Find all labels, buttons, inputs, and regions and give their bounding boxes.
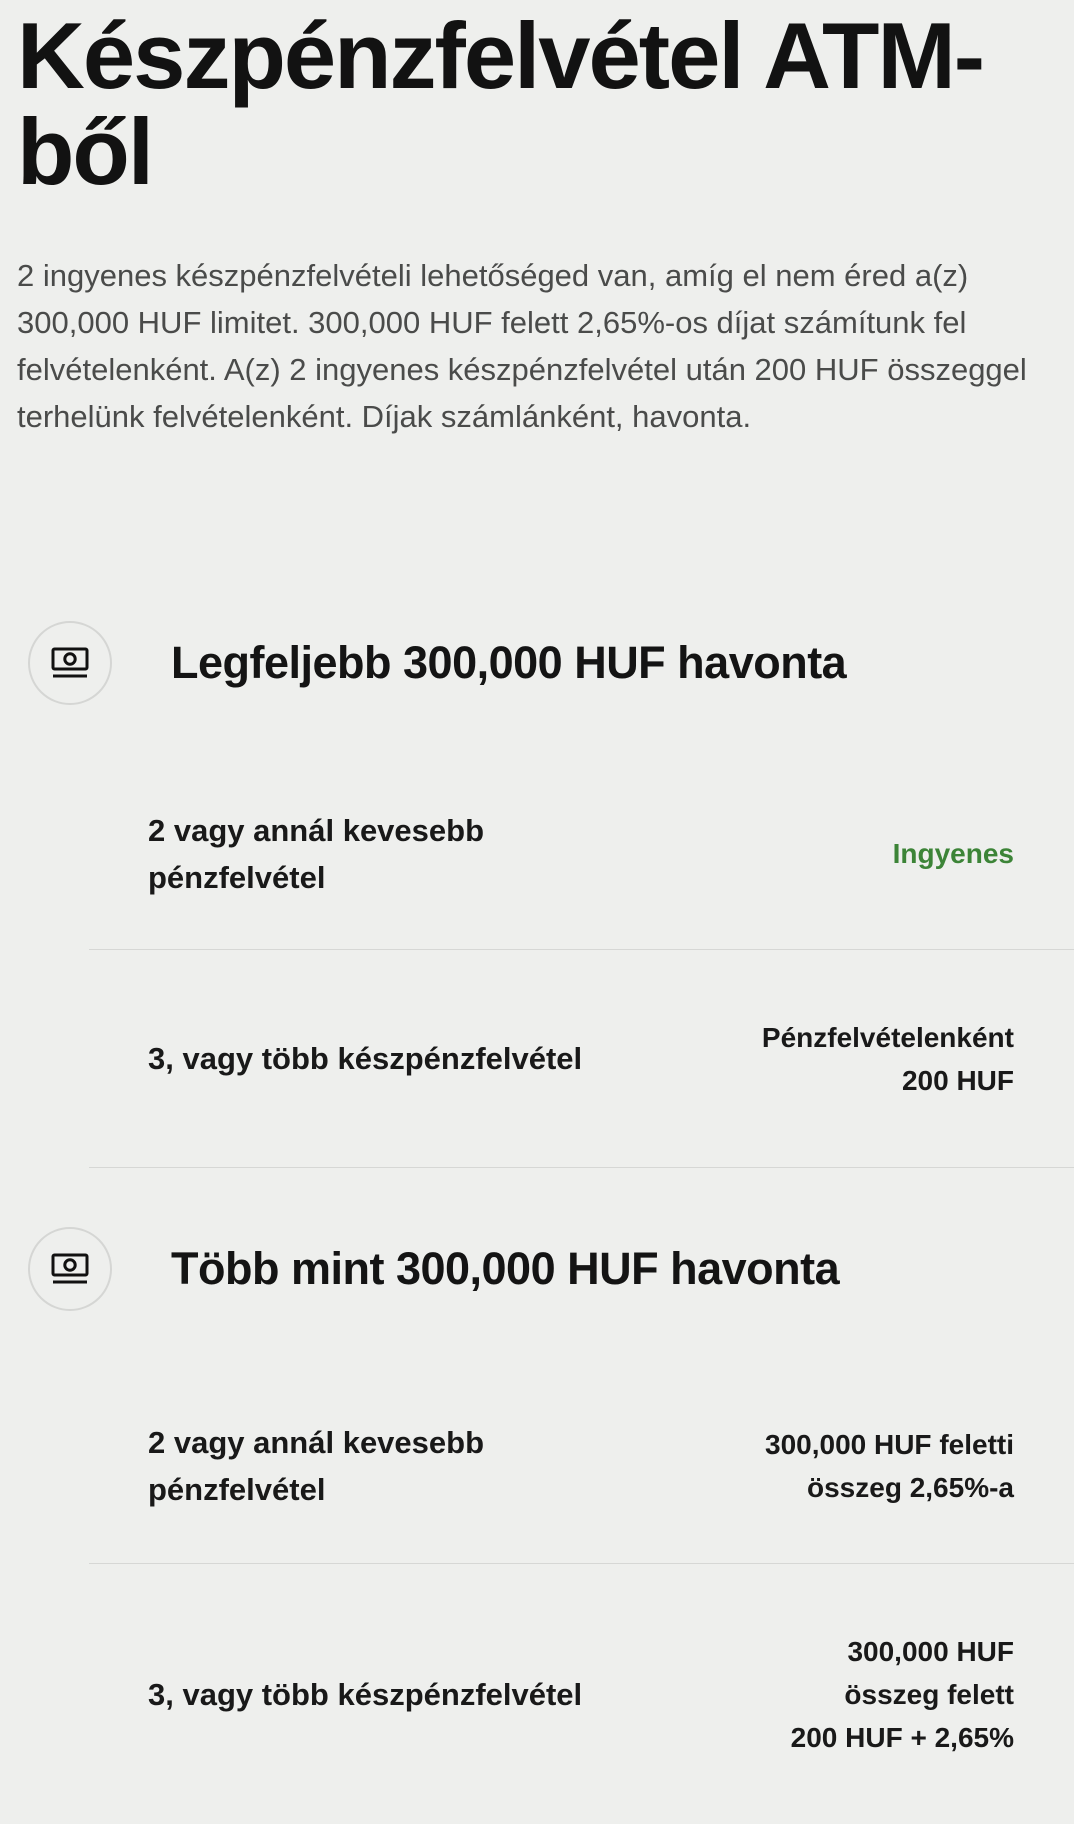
fee-row-value: Pénzfelvételenként 200 HUF bbox=[761, 1021, 1014, 1096]
fee-row-value: Ingyenes bbox=[892, 838, 1014, 869]
fee-row bbox=[89, 1368, 1074, 1564]
fee-row bbox=[89, 1564, 1074, 1824]
fee-row-value: 300,000 HUF összeg felett 200 HUF + 2,65% bbox=[790, 1635, 1014, 1753]
fee-row-label: 2 vagy annál kevesebb pénzfelvétel bbox=[148, 812, 485, 895]
fee-row-label: 2 vagy annál kevesebb pénzfelvétel bbox=[148, 1424, 485, 1507]
page-title: Készpénzfelvétel ATM-ből bbox=[17, 3, 984, 204]
fee-row bbox=[89, 950, 1074, 1168]
fee-row-label: 3, vagy több készpénzfelvétel bbox=[148, 1676, 583, 1712]
section-title: Legfeljebb 300,000 HUF havonta bbox=[171, 637, 847, 688]
fee-row bbox=[89, 758, 1074, 950]
fee-row-label: 3, vagy több készpénzfelvétel bbox=[148, 1041, 583, 1076]
section-header-over-limit bbox=[28, 1226, 1058, 1312]
section-title: Több mint 300,000 HUF havonta bbox=[171, 1243, 840, 1294]
section-header-up-to-limit bbox=[28, 620, 1058, 706]
banknote-icon bbox=[28, 621, 112, 705]
page-intro: 2 ingyenes készpénzfelvételi lehetőséged van, amíg el nem éred a(z) 300,000 HUF limitet. 300,000 HUF felett 2,65%-os díjat számítunk fel felvételenként. A(z) 2 ingyenes készpénzfelvétel után 200 HUF összeggel terhelünk felvételenként. Díjak számlánként, havonta. bbox=[17, 258, 1027, 434]
banknote-icon bbox=[28, 1227, 112, 1311]
fee-row-value: 300,000 HUF feletti összeg 2,65%-a bbox=[765, 1428, 1014, 1503]
